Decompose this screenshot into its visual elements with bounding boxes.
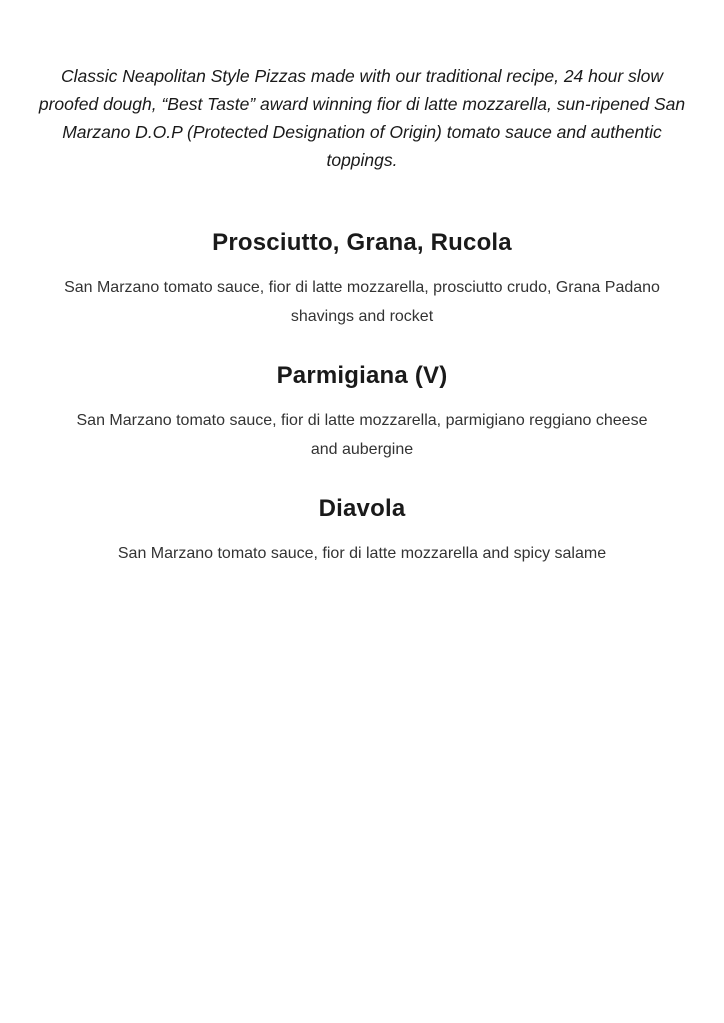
menu-item-parmigiana xyxy=(34,331,690,464)
menu-item-prosciutto-grana-rucola xyxy=(34,198,690,331)
menu-item-name: Parmigiana (V) xyxy=(276,362,448,389)
menu-item-description: San Marzano tomato sauce, fior di latte mozzarella, parmigiano reggiano cheese and aubergine xyxy=(76,412,648,458)
menu-item-name: Prosciutto, Grana, Rucola xyxy=(212,229,512,256)
menu-item-description: San Marzano tomato sauce, fior di latte mozzarella, prosciutto crudo, Grana Padano shavings and rocket xyxy=(64,279,660,325)
menu-intro-text: Classic Neapolitan Style Pizzas made with our traditional recipe, 24 hour slow proofed dough, “Best Taste” award winning fior di latte mozzarella, sun-ripened San Marzano D.O.P (Protected Designation of Origin) tomato sauce and authentic toppings. xyxy=(38,66,686,170)
menu-item-description: San Marzano tomato sauce, fior di latte mozzarella and spicy salame xyxy=(117,545,607,562)
menu-item-diavola xyxy=(34,464,690,568)
menu-item-name: Diavola xyxy=(318,495,406,522)
